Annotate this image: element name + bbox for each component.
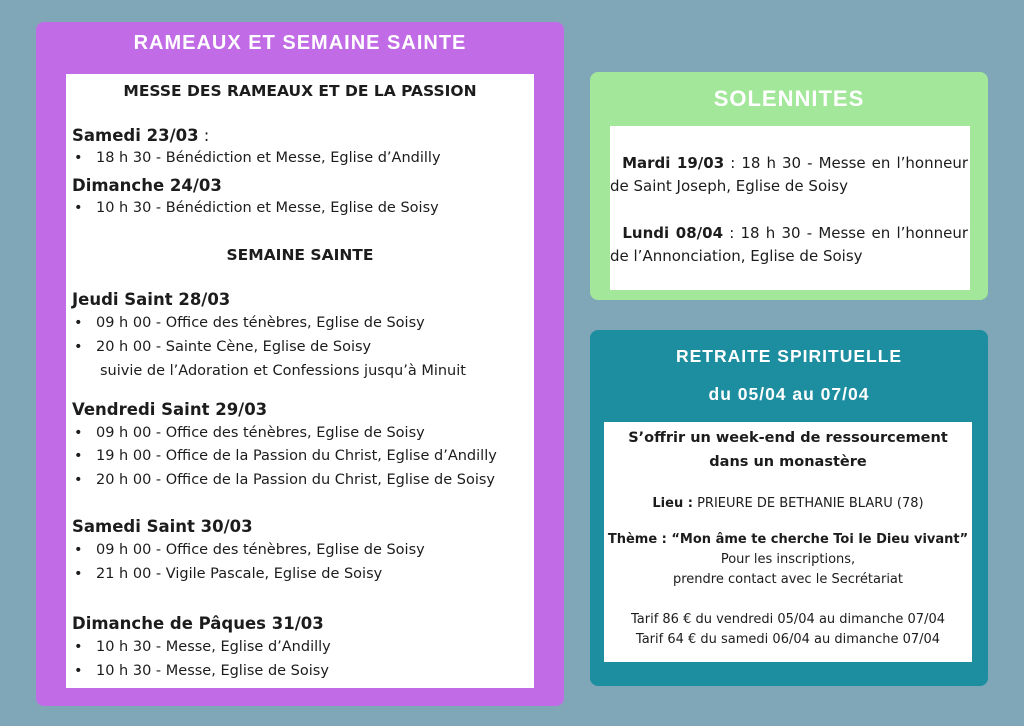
retraite-headline-2: dans un monastère [709, 454, 867, 470]
list-item: • 21 h 00 - Vigile Pascale, Eglise de Soisy [74, 566, 383, 582]
rameaux-title: RAMEAUX ET SEMAINE SAINTE [133, 32, 467, 54]
retraite-title: RETRAITE SPIRITUELLE [675, 346, 903, 366]
retraite-inscription-2: prendre contact avec le Secrétariat [673, 572, 903, 587]
retraite-tarif-2: Tarif 64 € du samedi 06/04 au dimanche 07/04 [635, 632, 941, 647]
list-item: • 09 h 00 - Office des ténèbres, Eglise de Soisy [74, 425, 425, 441]
list-item: • 10 h 30 - Bénédiction et Messe, Eglise de Soisy [74, 200, 439, 216]
rameaux-panel [36, 22, 564, 706]
retraite-tarif-1: Tarif 86 € du vendredi 05/04 au dimanche 07/04 [630, 612, 945, 627]
retraite-dates: du 05/04 au 07/04 [708, 384, 870, 404]
retraite-lieu: Lieu : PRIEURE DE BETHANIE BLARU (78) [652, 496, 924, 511]
list-item: • 09 h 00 - Office des ténèbres, Eglise de Soisy [74, 315, 425, 331]
list-item: • 20 h 00 - Office de la Passion du Christ, Eglise de Soisy [74, 472, 495, 488]
retraite-card [604, 422, 972, 662]
solennite-lundi: Lundi 08/04 : 18 h 30 - Messe en l’honneur de l’Annonciation, Eglise de Soisy [610, 224, 968, 265]
list-item: • 19 h 00 - Office de la Passion du Christ, Eglise d’Andilly [74, 448, 497, 464]
list-item: • 10 h 30 - Messe, Eglise d’Andilly [74, 639, 331, 655]
day-jeudi-saint: Jeudi Saint 28/03 [72, 290, 231, 309]
retraite-headline-1: S’offrir un week-end de ressourcement [628, 430, 948, 446]
solennites-title: SOLENNITES [713, 86, 865, 111]
list-item: • 10 h 30 - Messe, Eglise de Soisy [74, 663, 329, 679]
messe-rameaux-heading: MESSE DES RAMEAUX ET DE LA PASSION [123, 82, 477, 100]
day-samedi-saint: Samedi Saint 30/03 [72, 517, 253, 536]
retraite-inscription-1: Pour les inscriptions, [720, 552, 856, 567]
day-dimanche-paques: Dimanche de Pâques 31/03 [72, 614, 324, 633]
rameaux-card [66, 74, 534, 688]
list-item: • 09 h 00 - Office des ténèbres, Eglise de Soisy [74, 542, 425, 558]
semaine-sainte-heading: SEMAINE SAINTE [226, 246, 374, 264]
day-vendredi-saint: Vendredi Saint 29/03 [72, 400, 268, 419]
retraite-panel [590, 330, 988, 686]
list-item: • 18 h 30 - Bénédiction et Messe, Eglise d’Andilly [74, 150, 441, 166]
solennites-panel [590, 72, 988, 300]
retraite-theme: Thème : “Mon âme te cherche Toi le Dieu vivant” [607, 532, 969, 547]
solennites-card [610, 126, 970, 290]
day-samedi-23: Samedi 23/03 : [72, 126, 210, 145]
day-dimanche-24: Dimanche 24/03 [72, 176, 222, 195]
list-item: • 20 h 00 - Sainte Cène, Eglise de Soisy [74, 339, 372, 355]
list-item-continuation: suivie de l’Adoration et Confessions jusqu’à Minuit [100, 363, 466, 379]
solennite-mardi: Mardi 19/03 : 18 h 30 - Messe en l’honneur de Saint Joseph, Eglise de Soisy [610, 154, 969, 195]
